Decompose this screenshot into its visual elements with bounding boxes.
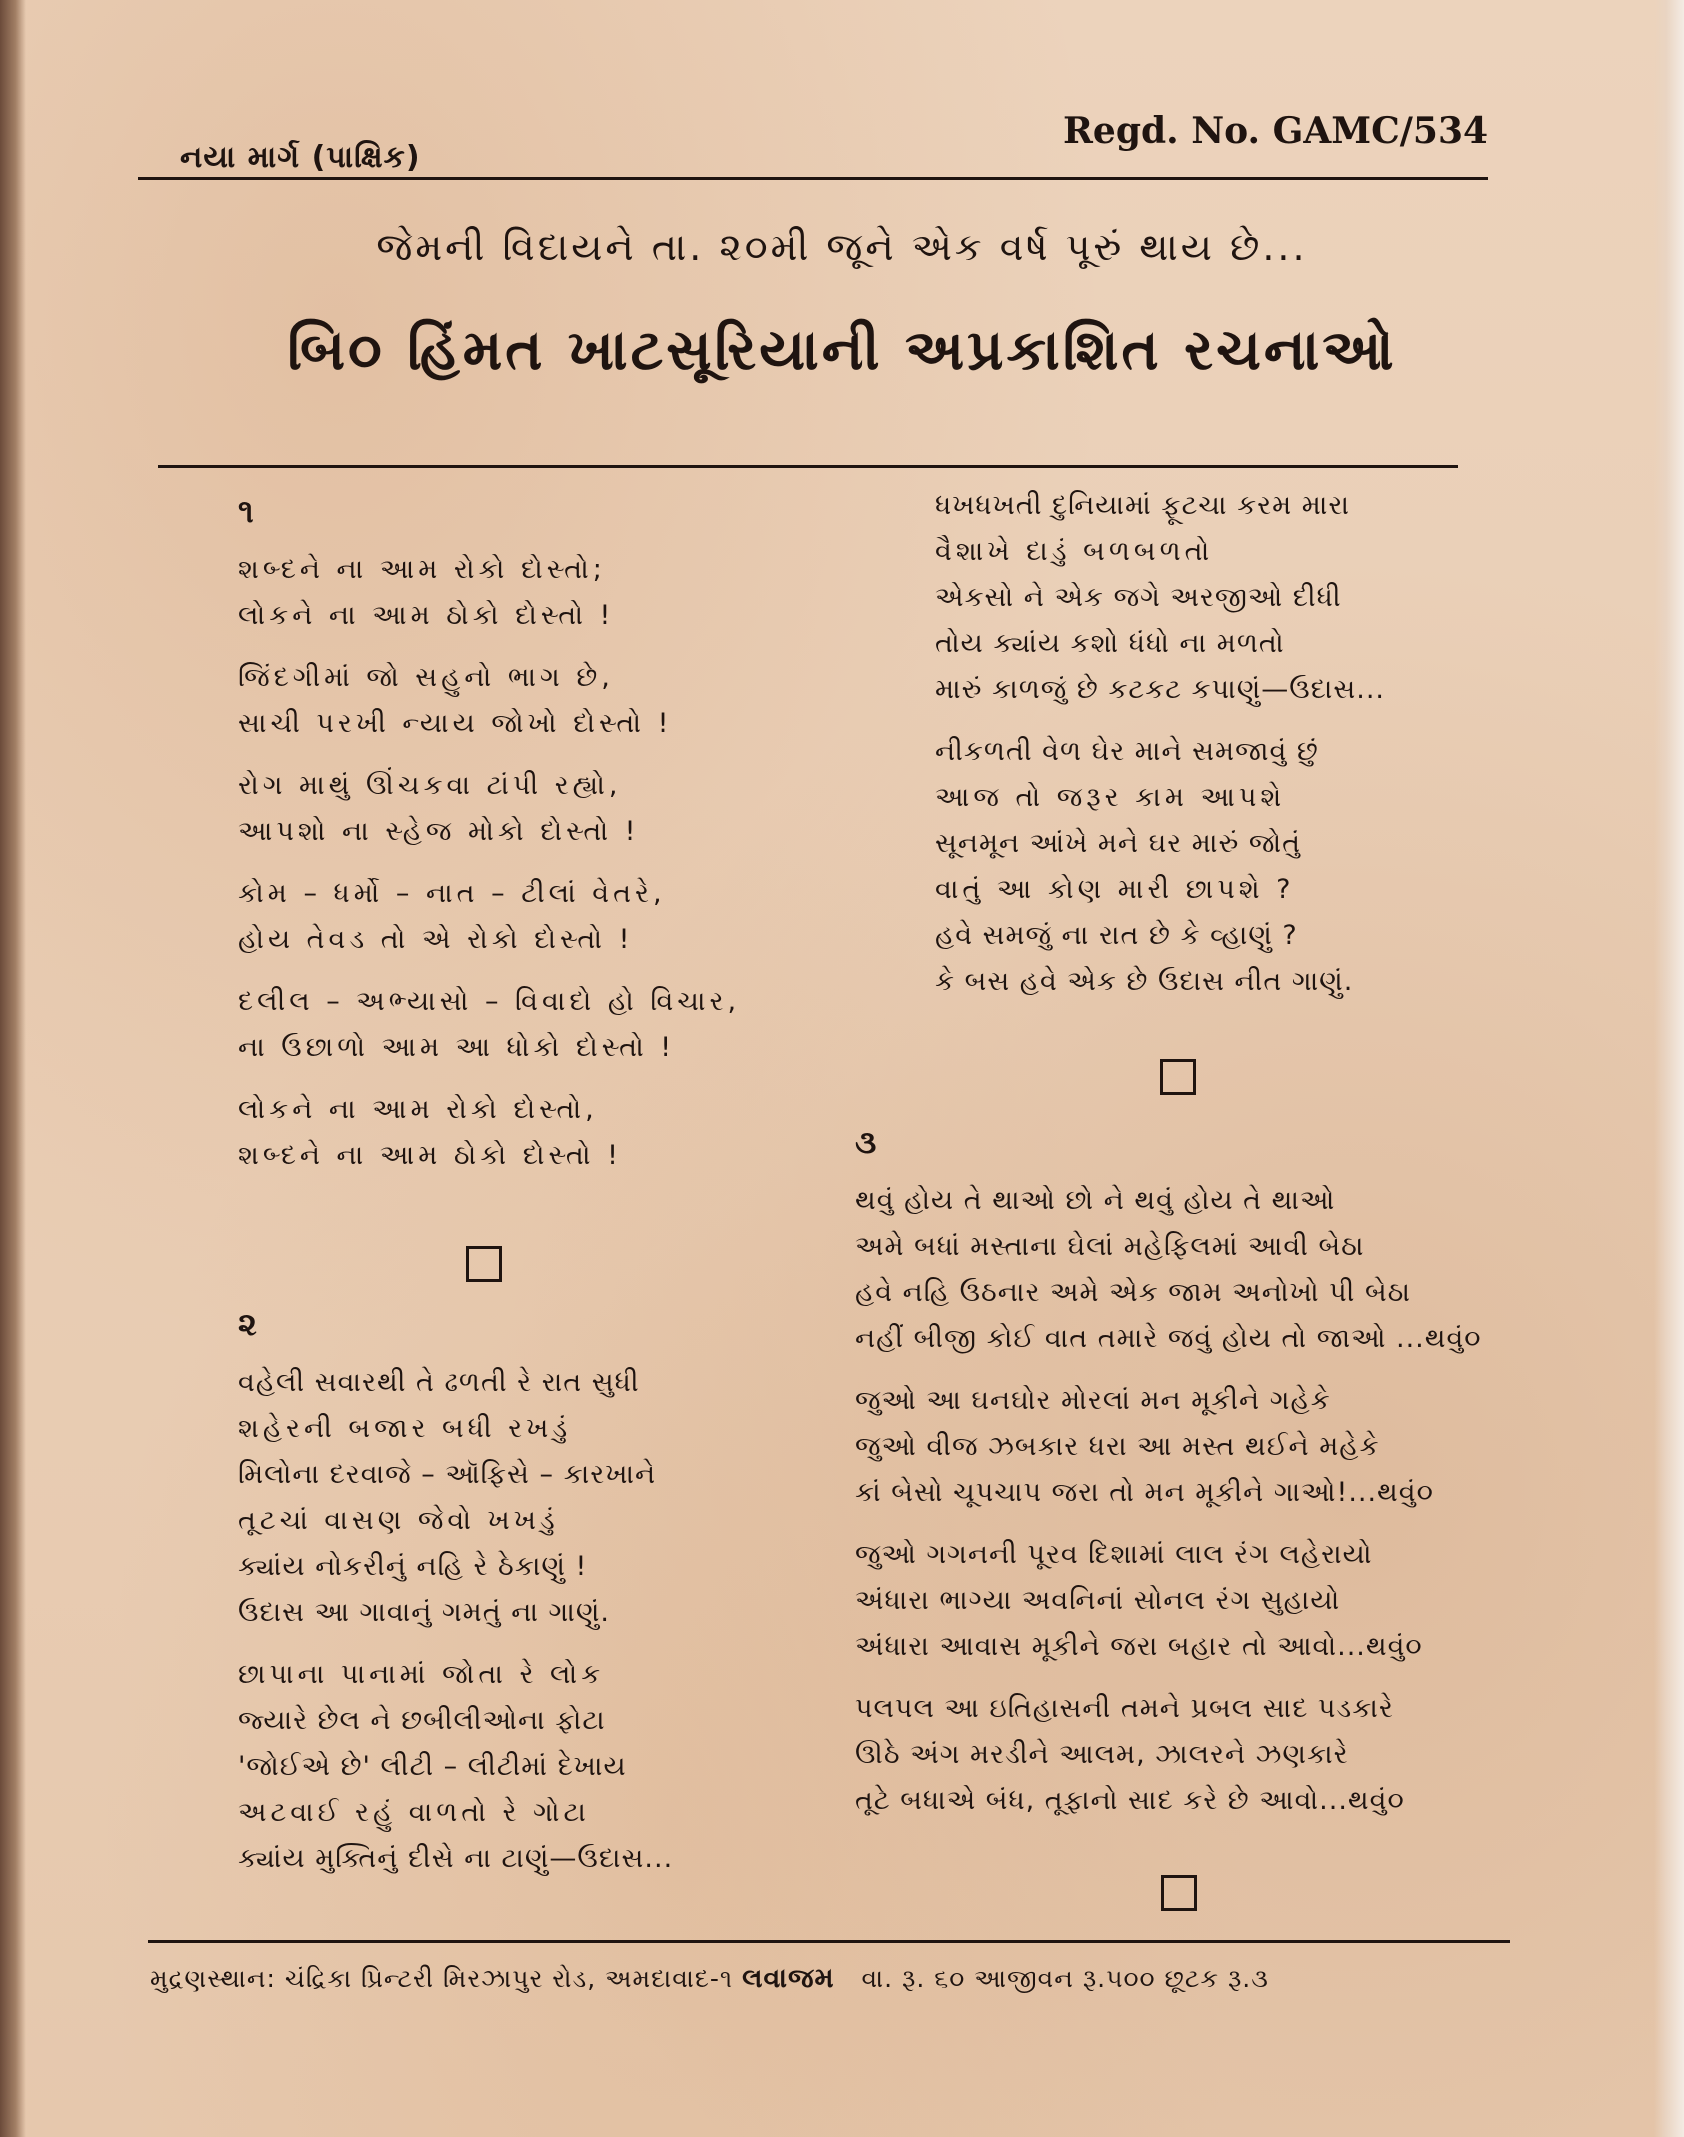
- right-column-poem-3: [855, 1123, 1525, 1824]
- poem-2-line: મિલોના દરવાજે – ઑફિસે – કારખાને: [238, 1459, 657, 1490]
- footer-press: મુદ્રણસ્થાન: ચંદ્રિકા પ્રિન્ટરી મિરઝાપુર રોડ, અમદાવાદ-૧: [150, 1964, 734, 1993]
- poem-2-line: વહેલી સવારથી તે ઢળતી રે રાત સુધી: [238, 1367, 640, 1398]
- poem-1-line: લોકને ના આમ ઠોકો દોસ્તો !: [238, 600, 615, 631]
- poem-1-line: હોય તેવડ તો એ રોકો દોસ્તો !: [238, 924, 634, 955]
- poem-3-line: અંધારા ભાગ્યા અવનિનાં સોનલ રંગ સુહાયો: [855, 1585, 1341, 1616]
- poem-1-line: લોકને ના આમ રોકો દોસ્તો,: [238, 1094, 598, 1125]
- poem-1-line: શબ્દને ના આમ ઠોકો દોસ્તો !: [238, 1140, 622, 1171]
- poem-3-line: જુઓ ગગનની પૂરવ દિશામાં લાલ રંગ લહેરાયો: [855, 1539, 1373, 1570]
- poem-1-line: કોમ – ધર્મો – નાત – ટીલાં વેતરે,: [238, 878, 666, 909]
- poem-2-line: વૈશાખે દાડું બળબળતો: [935, 536, 1214, 567]
- poem-3-line: પલપલ આ ઇતિહાસની તમને પ્રબલ સાદ પડકારે: [855, 1693, 1394, 1724]
- poem-3-line: અંધારા આવાસ મૂકીને જરા બહાર તો આવો...થવું૦: [855, 1631, 1423, 1662]
- poem-2-line: શહેરની બજાર બધી રખડું: [238, 1413, 572, 1444]
- poem-2-line: નીકળતી વેળ ઘેર માને સમજાવું છું: [935, 736, 1319, 767]
- poem-2-line: છાપાના પાનામાં જોતા રે લોક: [238, 1659, 605, 1690]
- section-end-box: [1160, 1059, 1196, 1095]
- left-column-poem-2: [238, 1305, 798, 1882]
- poem-2-line: ધખધખતી દુનિયામાં ફૂટચા કરમ મારા: [935, 490, 1350, 521]
- poem-2-line: તોય ક્યાંય કશો ધંધો ના મળતો: [935, 628, 1285, 659]
- poem-2-line: એકસો ને એક જગે અરજીઓ દીધી: [935, 582, 1342, 613]
- poem-3-line: ઊઠે અંગ મરડીને આલમ, ઝાલરને ઝણકારે: [855, 1739, 1349, 1770]
- poem-3-line: તૂટે બધાએ બંધ, તૂફાનો સાદ કરે છે આવો...થવું૦: [855, 1785, 1405, 1816]
- poem-1-line: જિંદગીમાં જો સહુનો ભાગ છે,: [238, 662, 614, 693]
- section-end-box: [466, 1246, 502, 1282]
- poem-2-line: મારું કાળજું છે કટકટ કપાણું—ઉદાસ...: [935, 674, 1385, 705]
- left-column: [238, 492, 798, 1179]
- footer-rates: વા. રૂ. ૬૦ આજીવન રૂ.૫૦૦ છૂટક રૂ.૩: [861, 1964, 1269, 1993]
- poem-2-line: અટવાઈ રહું વાળતો રે ગોટા: [238, 1797, 590, 1828]
- poem-2-line: તૂટચાં વાસણ જેવો ખખડું: [238, 1505, 559, 1536]
- section-end-box: [1161, 1875, 1197, 1911]
- publication-name: નયા માર્ગ (પાક્ષિક): [180, 140, 421, 175]
- poem-2-line: કે બસ હવે એક છે ઉદાસ નીત ગાણું.: [935, 966, 1354, 997]
- poem-3-line: નહીં બીજી કોઈ વાત તમારે જવું હોય તો જાઓ ...થવું૦: [855, 1323, 1482, 1354]
- header-rule: [138, 177, 1488, 180]
- poem-2-line: આજ તો જરૂર કામ આપશે: [935, 782, 1286, 813]
- footer-lavajam-label: લવાજમ: [742, 1963, 835, 1994]
- footer-rule: [148, 1940, 1510, 1943]
- poem-2-line: વાતું આ કોણ મારી છાપશે ?: [935, 874, 1295, 905]
- right-column-poem-2-cont: [935, 483, 1495, 1005]
- poem-1-line: શબ્દને ના આમ રોકો દોસ્તો;: [238, 554, 606, 585]
- poem-2-line: ક્યાંય નોકરીનું નહિ રે ઠેકાણું !: [238, 1551, 588, 1582]
- poem-2-line: સૂનમૂન આંખે મને ઘર મારું જોતું: [935, 828, 1302, 859]
- poem-3-line: થવું હોય તે થાઓ છો ને થવું હોય તે થાઓ: [855, 1185, 1336, 1216]
- poem-1-number: ૧: [238, 492, 255, 530]
- poem-1-line: સાચી પરખી ન્યાય જોખો દોસ્તો !: [238, 708, 673, 739]
- poem-2-line: જ્યારે છેલ ને છબીલીઓના ફોટા: [238, 1705, 606, 1736]
- poem-3-line: અમે બધાં મસ્તાના ઘેલાં મહેફિલમાં આવી બેઠા: [855, 1231, 1365, 1262]
- poem-1-line: આપશો ના સ્હેજ મોકો દોસ્તો !: [238, 816, 640, 847]
- poem-2-line: ઉદાસ આ ગાવાનું ગમતું ના ગાણું.: [238, 1597, 610, 1628]
- poem-3-line: હવે નહિ ઉઠનાર અમે એક જામ અનોખો પી બેઠા: [855, 1277, 1411, 1308]
- poem-2-line: 'જોઈએ છે' લીટી – લીટીમાં દેખાય: [238, 1751, 627, 1782]
- poem-3-line: કાં બેસો ચૂપચાપ જરા તો મન મૂકીને ગાઓ!...થવું૦: [855, 1477, 1434, 1508]
- registration-number: Regd. No. GAMC/534: [1063, 110, 1489, 152]
- poem-1-line: રોગ માથું ઊંચકવા ટાંપી રહ્યો,: [238, 770, 622, 801]
- poem-1-line: દલીલ – અભ્યાસો – વિવાદો હો વિચાર,: [238, 986, 741, 1017]
- poem-2-line: ક્યાંય મુક્તિનું દીસે ના ટાણું—ઉદાસ...: [238, 1843, 674, 1874]
- poem-1-line: ના ઉછાળો આમ આ ધોકો દોસ્તો !: [238, 1032, 676, 1063]
- subtitle: જેમની વિદાયને તા. ૨૦મી જૂને એક વર્ષ પૂરું થાય છે...: [376, 225, 1308, 269]
- poem-2-number: ૨: [238, 1305, 258, 1343]
- title-rule: [158, 465, 1458, 468]
- poem-3-number: ૩: [855, 1123, 878, 1161]
- footer: [150, 1963, 1269, 1995]
- poem-2-line: હવે સમજું ના રાત છે કે વ્હાણું ?: [935, 920, 1298, 951]
- poem-3-line: જુઓ આ ઘનઘોર મોરલાં મન મૂકીને ગહેકે: [855, 1385, 1331, 1416]
- page-title: બિ૦ હિંમત ખાટસૂરિયાની અપ્રકાશિત રચનાઓ: [287, 318, 1397, 383]
- poem-3-line: જુઓ વીજ ઝબકાર ધરા આ મસ્ત થઈને મહેકે: [855, 1431, 1380, 1462]
